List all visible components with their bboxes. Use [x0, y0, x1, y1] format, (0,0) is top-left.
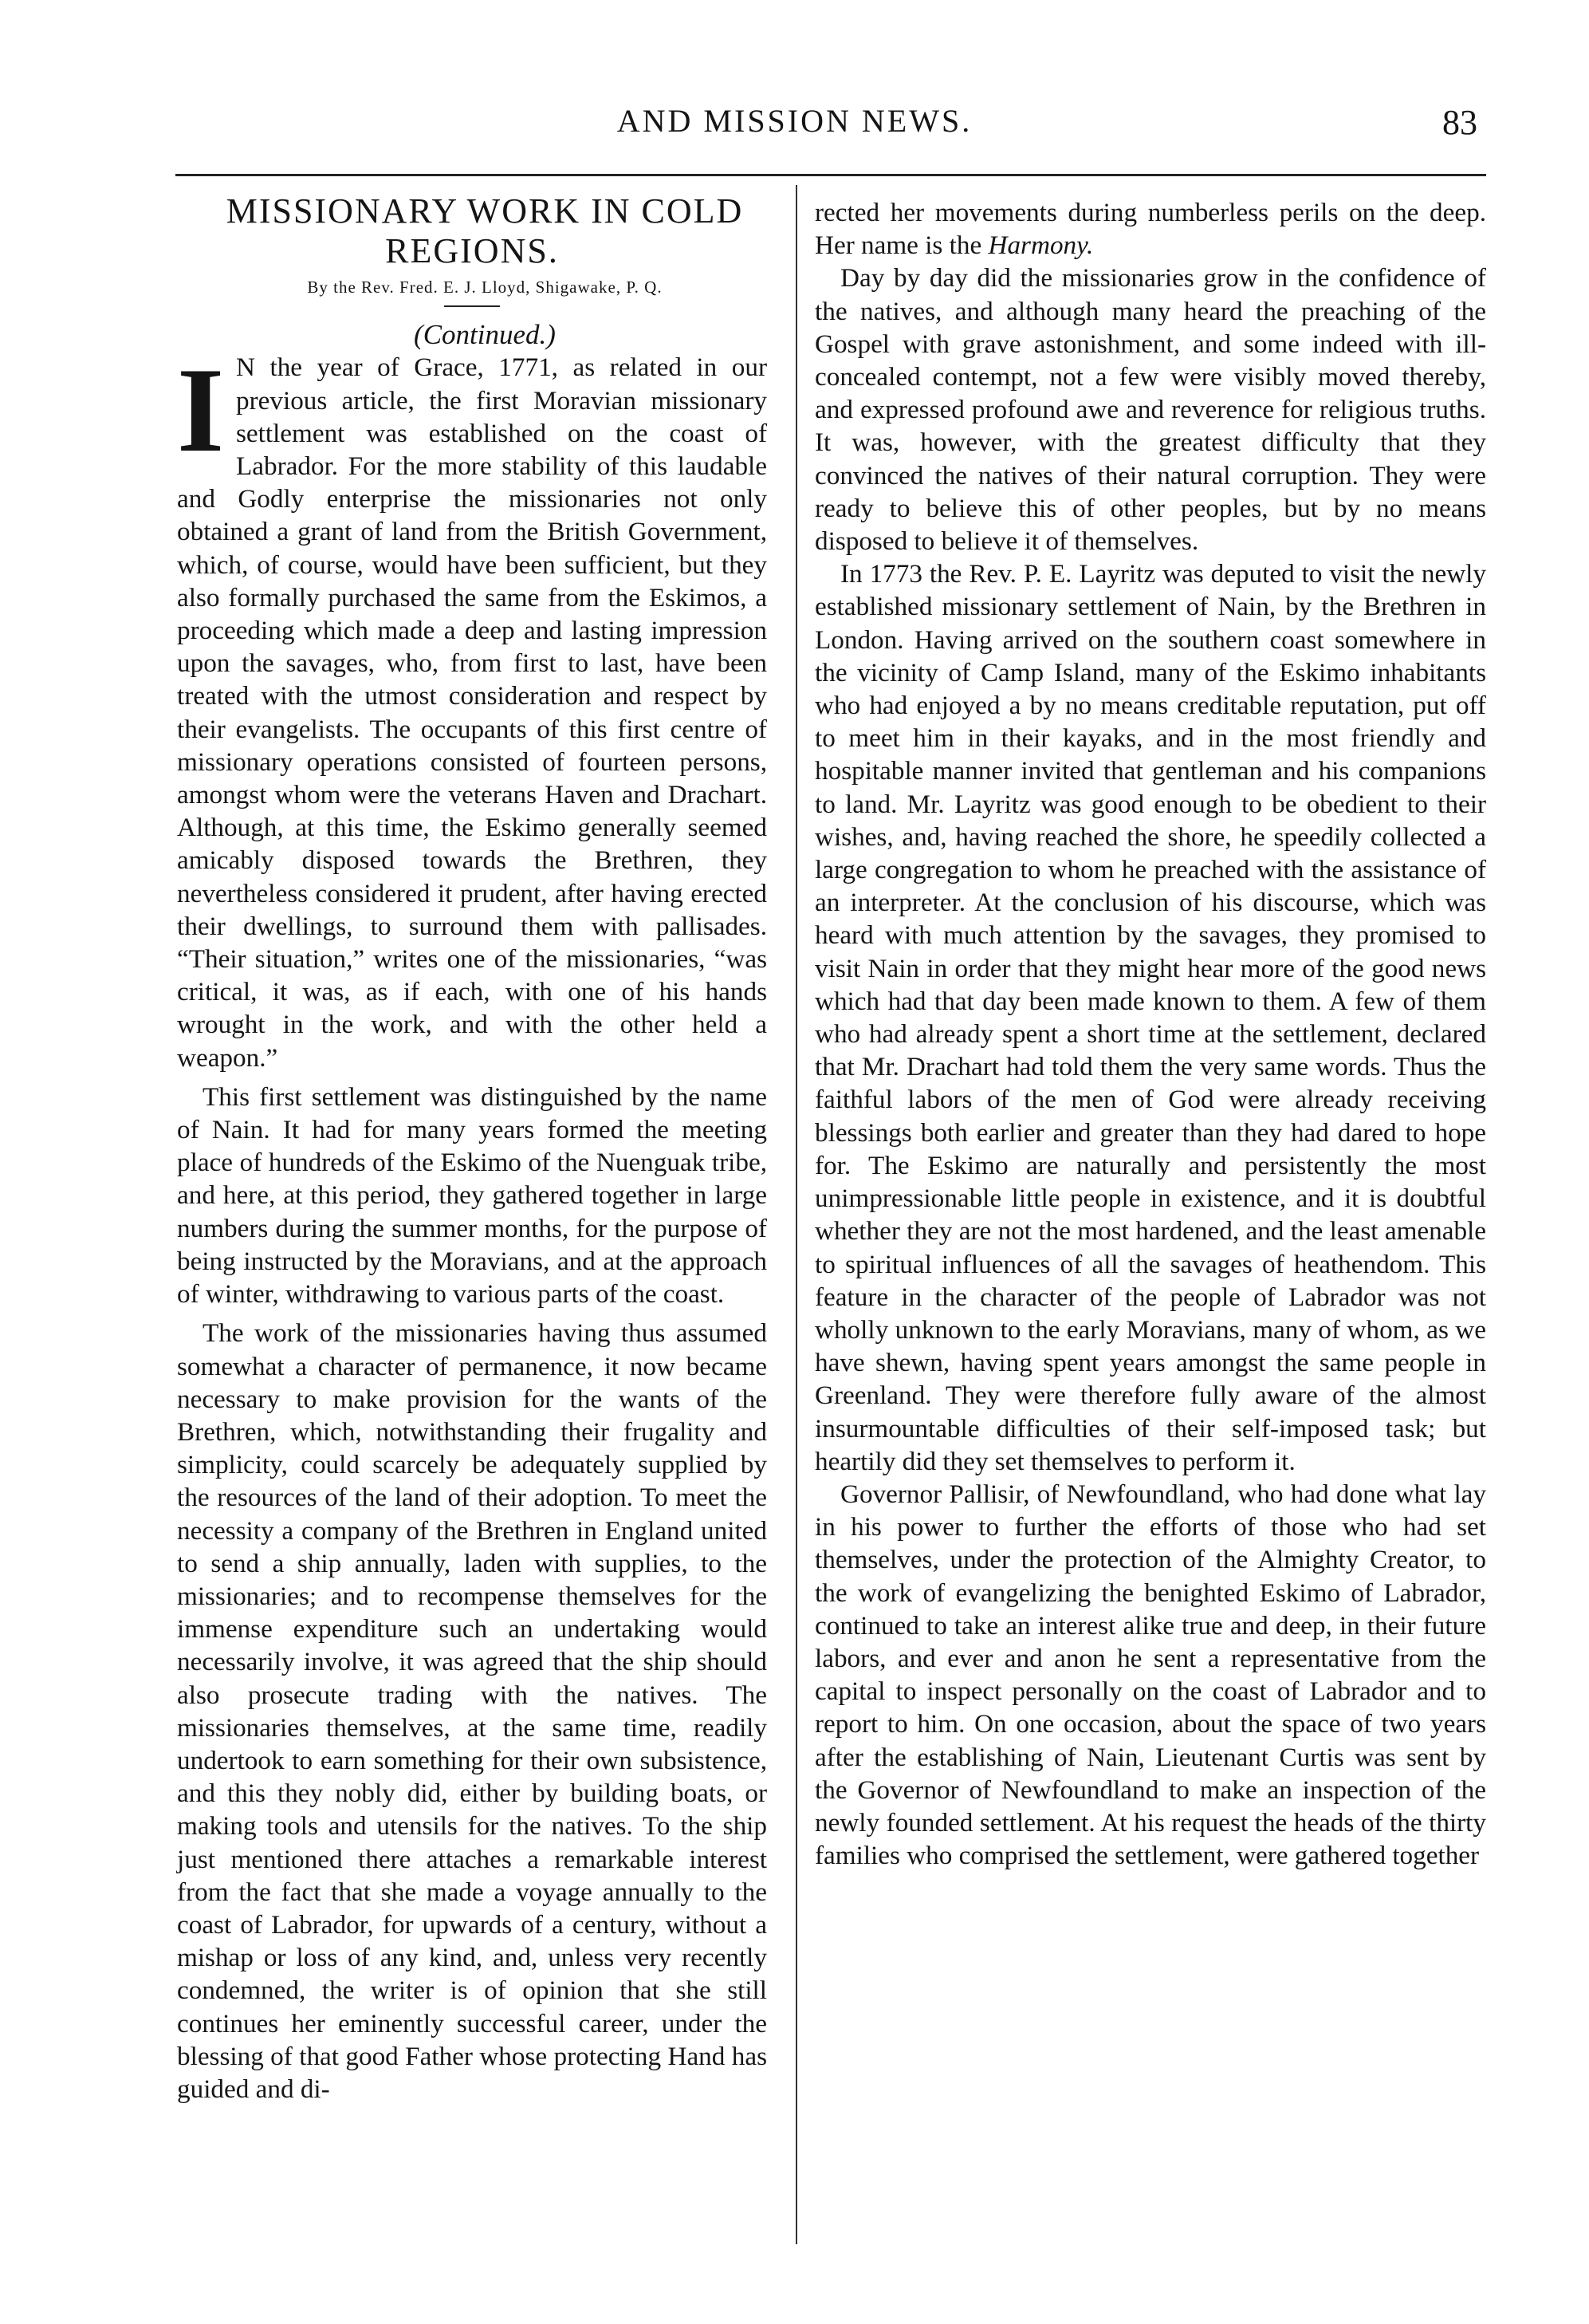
left-column — [177, 191, 767, 2105]
paragraph: Day by day did the missionaries grow in the confidence of the natives, and although many heard the preaching of the Gospel with grave astonishment, and some indeed with ill-concealed contempt, not a few were visibly moved thereby, and expressed profound awe and reverence for religious truths. It was, however, with the greatest difficulty that they convinced the natives of their natural corruption. They were ready to believe this of other peoples, but by no means disposed to believe it of themselves. — [815, 263, 1486, 557]
continued-note: (Continued.) — [414, 319, 556, 351]
page-number: 83 — [1442, 103, 1477, 142]
column-divider — [796, 185, 797, 2244]
paragraph — [815, 196, 1486, 262]
drop-cap: I — [177, 343, 225, 478]
paragraph-gap — [177, 1074, 767, 1081]
page-header — [0, 102, 1589, 150]
article-byline: By the Rev. Fred. E. J. Lloyd, Shigawake, P. Q. — [307, 278, 663, 297]
paragraph-text: rected her movements during numberless perils on the deep. Her name is the — [815, 198, 1486, 261]
right-column — [815, 196, 1486, 1872]
paragraph-gap — [177, 1310, 767, 1317]
paragraph: Governor Pallisir, of Newfoundland, who had done what lay in his power to further the efforts of those who had set themselves, under the protection of the Almighty Creator, to the work of evangelizing the benighted Eskimo of Labrador, continued to take an interest alike true and deep, in their future labors, and ever and anon he sent a representative from the capital to inspect personally on the coast of Labrador and to report to him. On one occasion, about the space of two years after the establishing of Nain, Lieutenant Curtis was sent by the Governor of Newfoundland to make an inspection of the newly founded settlement. At his request the heads of the thirty families who comprised the settlement, were gathered together — [815, 1479, 1486, 1871]
paragraph: This first settlement was distinguished by the name of Nain. It had for many years formed the meeting place of hundreds of the Eskimo of the Nuenguak tribe, and here, at this period, they gathered together in large numbers during the summer months, for the purpose of being instructed by the Moravians, and at the approach of winter, withdrawing to various parts of the coast. — [177, 1081, 767, 1310]
article-title: MISSIONARY WORK IN COLD REGIONS. — [226, 191, 744, 270]
paragraph: In 1773 the Rev. P. E. Layritz was deputed to visit the newly established missionary settlement of Nain, by the Brethren in London. Having arrived on the southern coast somewhere in the vicinity of Camp Island, many of the Eskimo inhabitants who had enjoyed a by no means creditable reputation, put off to meet him in their kayaks, and in the most friendly and hospitable manner invited that gentleman and his companions to land. Mr. Layritz was good enough to be obedient to their wishes, and, having reached the shore, he speedily collected a large congregation to whom he preached with the assistance of an interpreter. At the conclusion of his discourse, which was heard with much attention by the savages, they promised to visit Nain in order that they might hear more of the good news which had that day been made known to them. A few of them who had already spent a short time at the settlement, declared that Mr. Drachart had told them the very same words. Thus the faithful labors of the men of God were already receiving blessings both earlier and greater than they had dared to hope for. The Eskimo are naturally and persistently the most unimpressionable little people in existence, and it is doubtful whether they are not the most hardened, and the least amenable to spiritual influences of all the savages of heathendom. This feature in the character of the people of Labrador was not wholly unknown to the early Moravians, many of whom, as we have shewn, having spent years amongst the same people in Greenland. They were therefore fully aware of the almost insurmountable difficulties of their self-imposed task; but heartily did they set themselves to perform it. — [815, 559, 1486, 1476]
paragraph — [177, 343, 767, 1073]
byline-rule — [444, 305, 500, 307]
paragraph: The work of the missionaries having thus assumed somewhat a character of permanence, it now became necessary to make provision for the wants of the Brethren, which, notwithstanding their frugality and simplicity, could scarcely be adequately supplied by the resources of the land of their adoption. To meet the necessity a company of the Brethren in England united to send a ship annually, laden with supplies, to the missionaries; and to recompense themselves for the immense expenditure such an undertaking would necessarily involve, it was agreed that the ship should also prosecute trading with the natives. The missionaries themselves, at the same time, readily undertook to earn something for their own subsistence, and this they nobly did, either by building boats, or making tools and utensils for the natives. To the ship just mentioned there attaches a remarkable interest from the fact that she made a voyage annually to the coast of Labrador, for upwards of a century, without a mishap or loss of any kind, and, unless very recently condemned, the writer is of opinion that she still continues her eminently successful career, under the blessing of that good Father whose protecting Hand has guided and di- — [177, 1318, 767, 2104]
header-rule — [175, 174, 1486, 176]
paragraph-text: N the year of Grace, 1771, as related in our previous article, the first Moravian missionary settlement was established on the coast of Labrador. For the more stability of this laudable and Godly enterprise the missionaries not only obtained a grant of land from the British Government, which, of course, would have been sufficient, but they also formally purchased the same from the Eskimos, a proceeding which made a deep and lasting impression upon the savages, who, from first to last, have been treated with the utmost consideration and respect by their evangelists. The occupants of this first centre of missionary operations consisted of fourteen persons, amongst whom were the veterans Haven and Drachart. Although, at this time, the Eskimo generally seemed amicably disposed towards the Brethren, they nevertheless considered it prudent, after having erected their dwellings, to surround them with pallisades. “Their situation,” writes one of the missionaries, “was critical, it was, as if each, with one of his hands wrought in the work, and with the other held a weapon.” — [177, 353, 767, 1073]
ship-name: Harmony. — [988, 230, 1094, 261]
running-title: AND MISSION NEWS. — [616, 103, 973, 139]
